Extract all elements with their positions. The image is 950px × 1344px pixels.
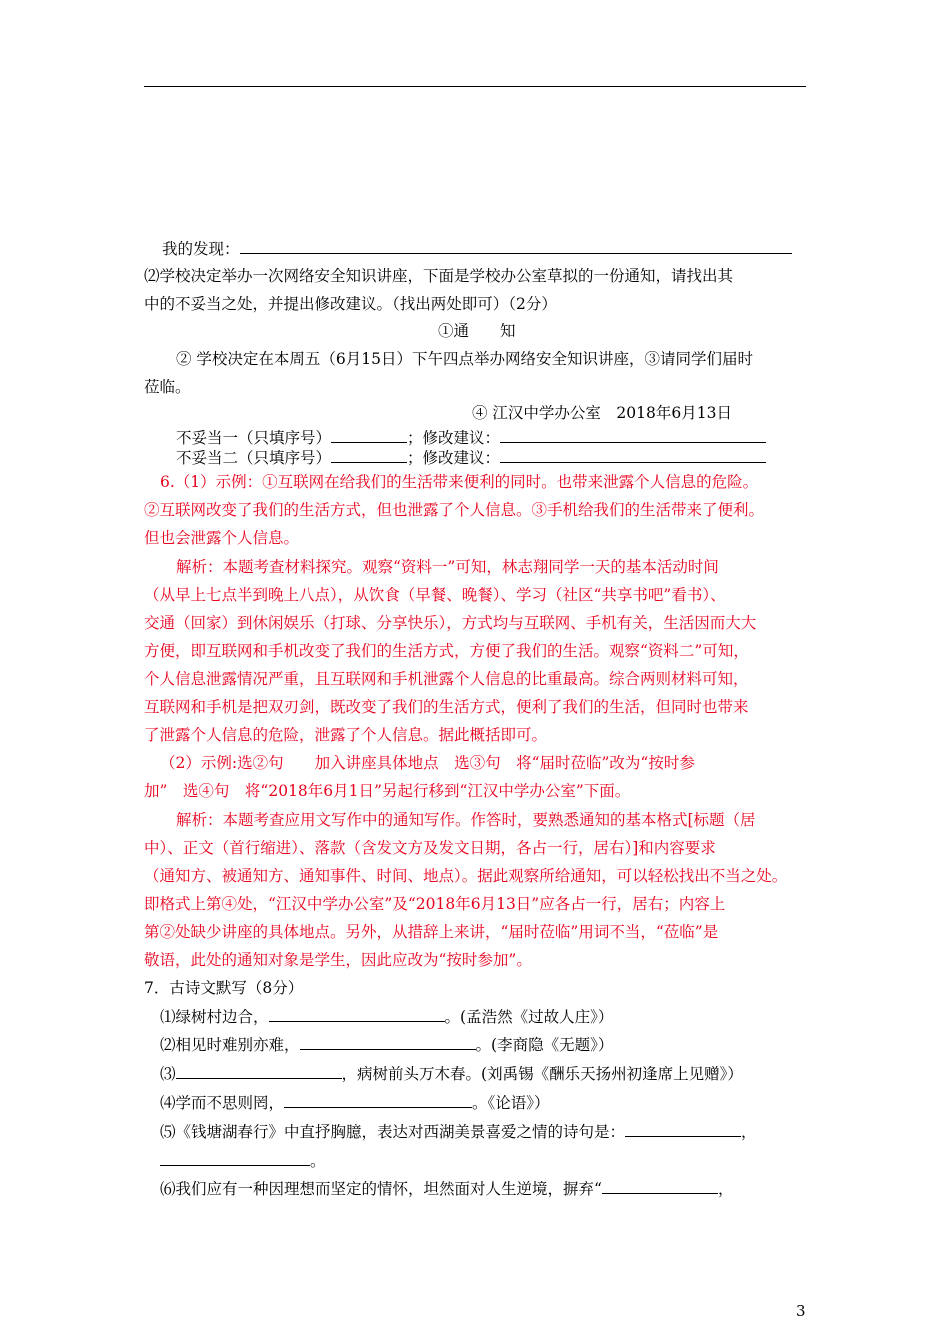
discovery-line: 我的发现： [162,238,792,259]
answer6-line: 但也会泄露个人信息。 [144,529,300,547]
notice-signature: ④ 江汉中学办公室 2018年6月13日 [472,404,732,422]
q7-blank-3[interactable] [176,1063,342,1079]
answer6-line: 个人信息泄露情况严重，且互联网和手机泄露个人信息的比重最高。综合两则材料可知， [144,670,749,688]
q7-title: 7．古诗文默写（8分） [144,979,304,997]
notice-body-line1: ② 学校决定在本周五（6月15日）下午四点举办网络安全知识讲座，③请同学们届时 [176,350,754,368]
q7-item-4: ⑷学而不思则罔， 。《论语》） [160,1094,550,1112]
q7-blank-1[interactable] [269,1006,445,1022]
q7-blank-6[interactable] [602,1178,718,1194]
page-number: 3 [796,1302,806,1320]
notice-body-line2: 莅临。 [144,378,191,396]
suggestion-two-blank[interactable] [500,447,766,463]
improper-two-blank[interactable] [331,447,407,463]
answer6-line: ②互联网改变了我们的生活方式，但也泄露了个人信息。③手机给我们的生活带来了便利。 [144,501,765,519]
q7-item-5: ⑸《钱塘湖春行》中直抒胸臆，表达对西湖美景喜爱之情的诗句是： ， [160,1123,757,1141]
q7-item-6: ⑹我们应有一种因理想而坚定的情怀，坦然面对人生逆境，摒弃“ ， [160,1180,734,1198]
q7-blank-5a[interactable] [625,1121,741,1137]
suggestion-one-blank[interactable] [500,427,766,443]
q7-item-1: ⑴绿树村边合， 。(孟浩然《过故人庄》） [160,1008,614,1026]
answer6-line: 敬语，此处的通知对象是学生，因此应改为“按时参加”。 [144,951,532,969]
answer6-line: 了泄露个人信息的危险，泄露了个人信息。据此概括即可。 [144,726,548,744]
answer6-line: 解析：本题考查材料探究。观察“资料一”可知，林志翔同学一天的基本活动时间 [176,558,719,576]
answer6-line: （通知方、被通知方、通知事件、时间、地点）。据此观察所给通知，可以轻松找出不当之处。 [144,867,788,885]
answer6-line: 加” 选④句 将“2018年6月1日”另起行移到“江汉中学办公室”下面。 [144,782,631,800]
improper-one-line: 不妥当一（只填序号） ；修改建议： [176,427,766,448]
improper-two-line: 不妥当二（只填序号） ；修改建议： [176,447,766,468]
answer6-line: 6.（1）示例：①互联网在给我们的生活带来便利的同时。也带来泄露个人信息的危险。 [160,473,759,491]
answer6-line: （2）示例:选②句 加入讲座具体地点 选③句 将“届时莅临”改为“按时参 [160,754,695,772]
answer6-line: 中）、正文（首行缩进）、落款（含发文方及发文日期，各占一行，居右）]和内容要求 [144,839,716,857]
q5-part2-line2: 中的不妥当之处，并提出修改建议。（找出两处即可）（2分） [144,295,557,313]
answer6-line: 交通（回家）到休闲娱乐（打球、分享快乐），方式均与互联网、手机有关，生活因而大大 [144,614,757,632]
answer6-line: 解析：本题考查应用文写作中的通知写作。作答时，要熟悉通知的基本格式[标题（居 [176,811,756,829]
answer6-line: 互联网和手机是把双刃剑，既改变了我们的生活方式，便利了我们的生活，但同时也带来 [144,698,749,716]
answer6-line: 方便，即互联网和手机改变了我们的生活方式，方便了我们的生活。观察“资料二”可知， [144,642,749,660]
answer6-line: 第②处缺少讲座的具体地点。另外，从措辞上来讲，“届时莅临”用词不当，“莅临”是 [144,923,719,941]
discovery-blank[interactable] [240,238,792,254]
q7-item-2: ⑵相见时难别亦难， 。(李商隐《无题》） [160,1036,614,1054]
answer6-line: 即格式上第④处，“江汉中学办公室”及“2018年6月13日”应各占一行，居右；内容上 [144,895,726,913]
q7-item-3: ⑶ ，病树前头万木春。(刘禹锡《酬乐天扬州初逢席上见赠》） [160,1065,743,1083]
q7-item-5-cont: 。 [160,1150,326,1171]
q7-blank-5b[interactable] [160,1150,310,1166]
improper-one-blank[interactable] [331,427,407,443]
answer6-line: （从早上七点半到晚上八点），从饮食（早餐、晚餐）、学习（社区“共享书吧”看书）、 [144,586,726,604]
q7-blank-4[interactable] [284,1092,472,1108]
q7-blank-2[interactable] [300,1034,476,1050]
header-rule [144,86,806,87]
notice-title: ①通 知 [438,322,516,340]
q5-part2-line1: ⑵学校决定举办一次网络安全知识讲座，下面是学校办公室草拟的一份通知，请找出其 [144,267,734,285]
